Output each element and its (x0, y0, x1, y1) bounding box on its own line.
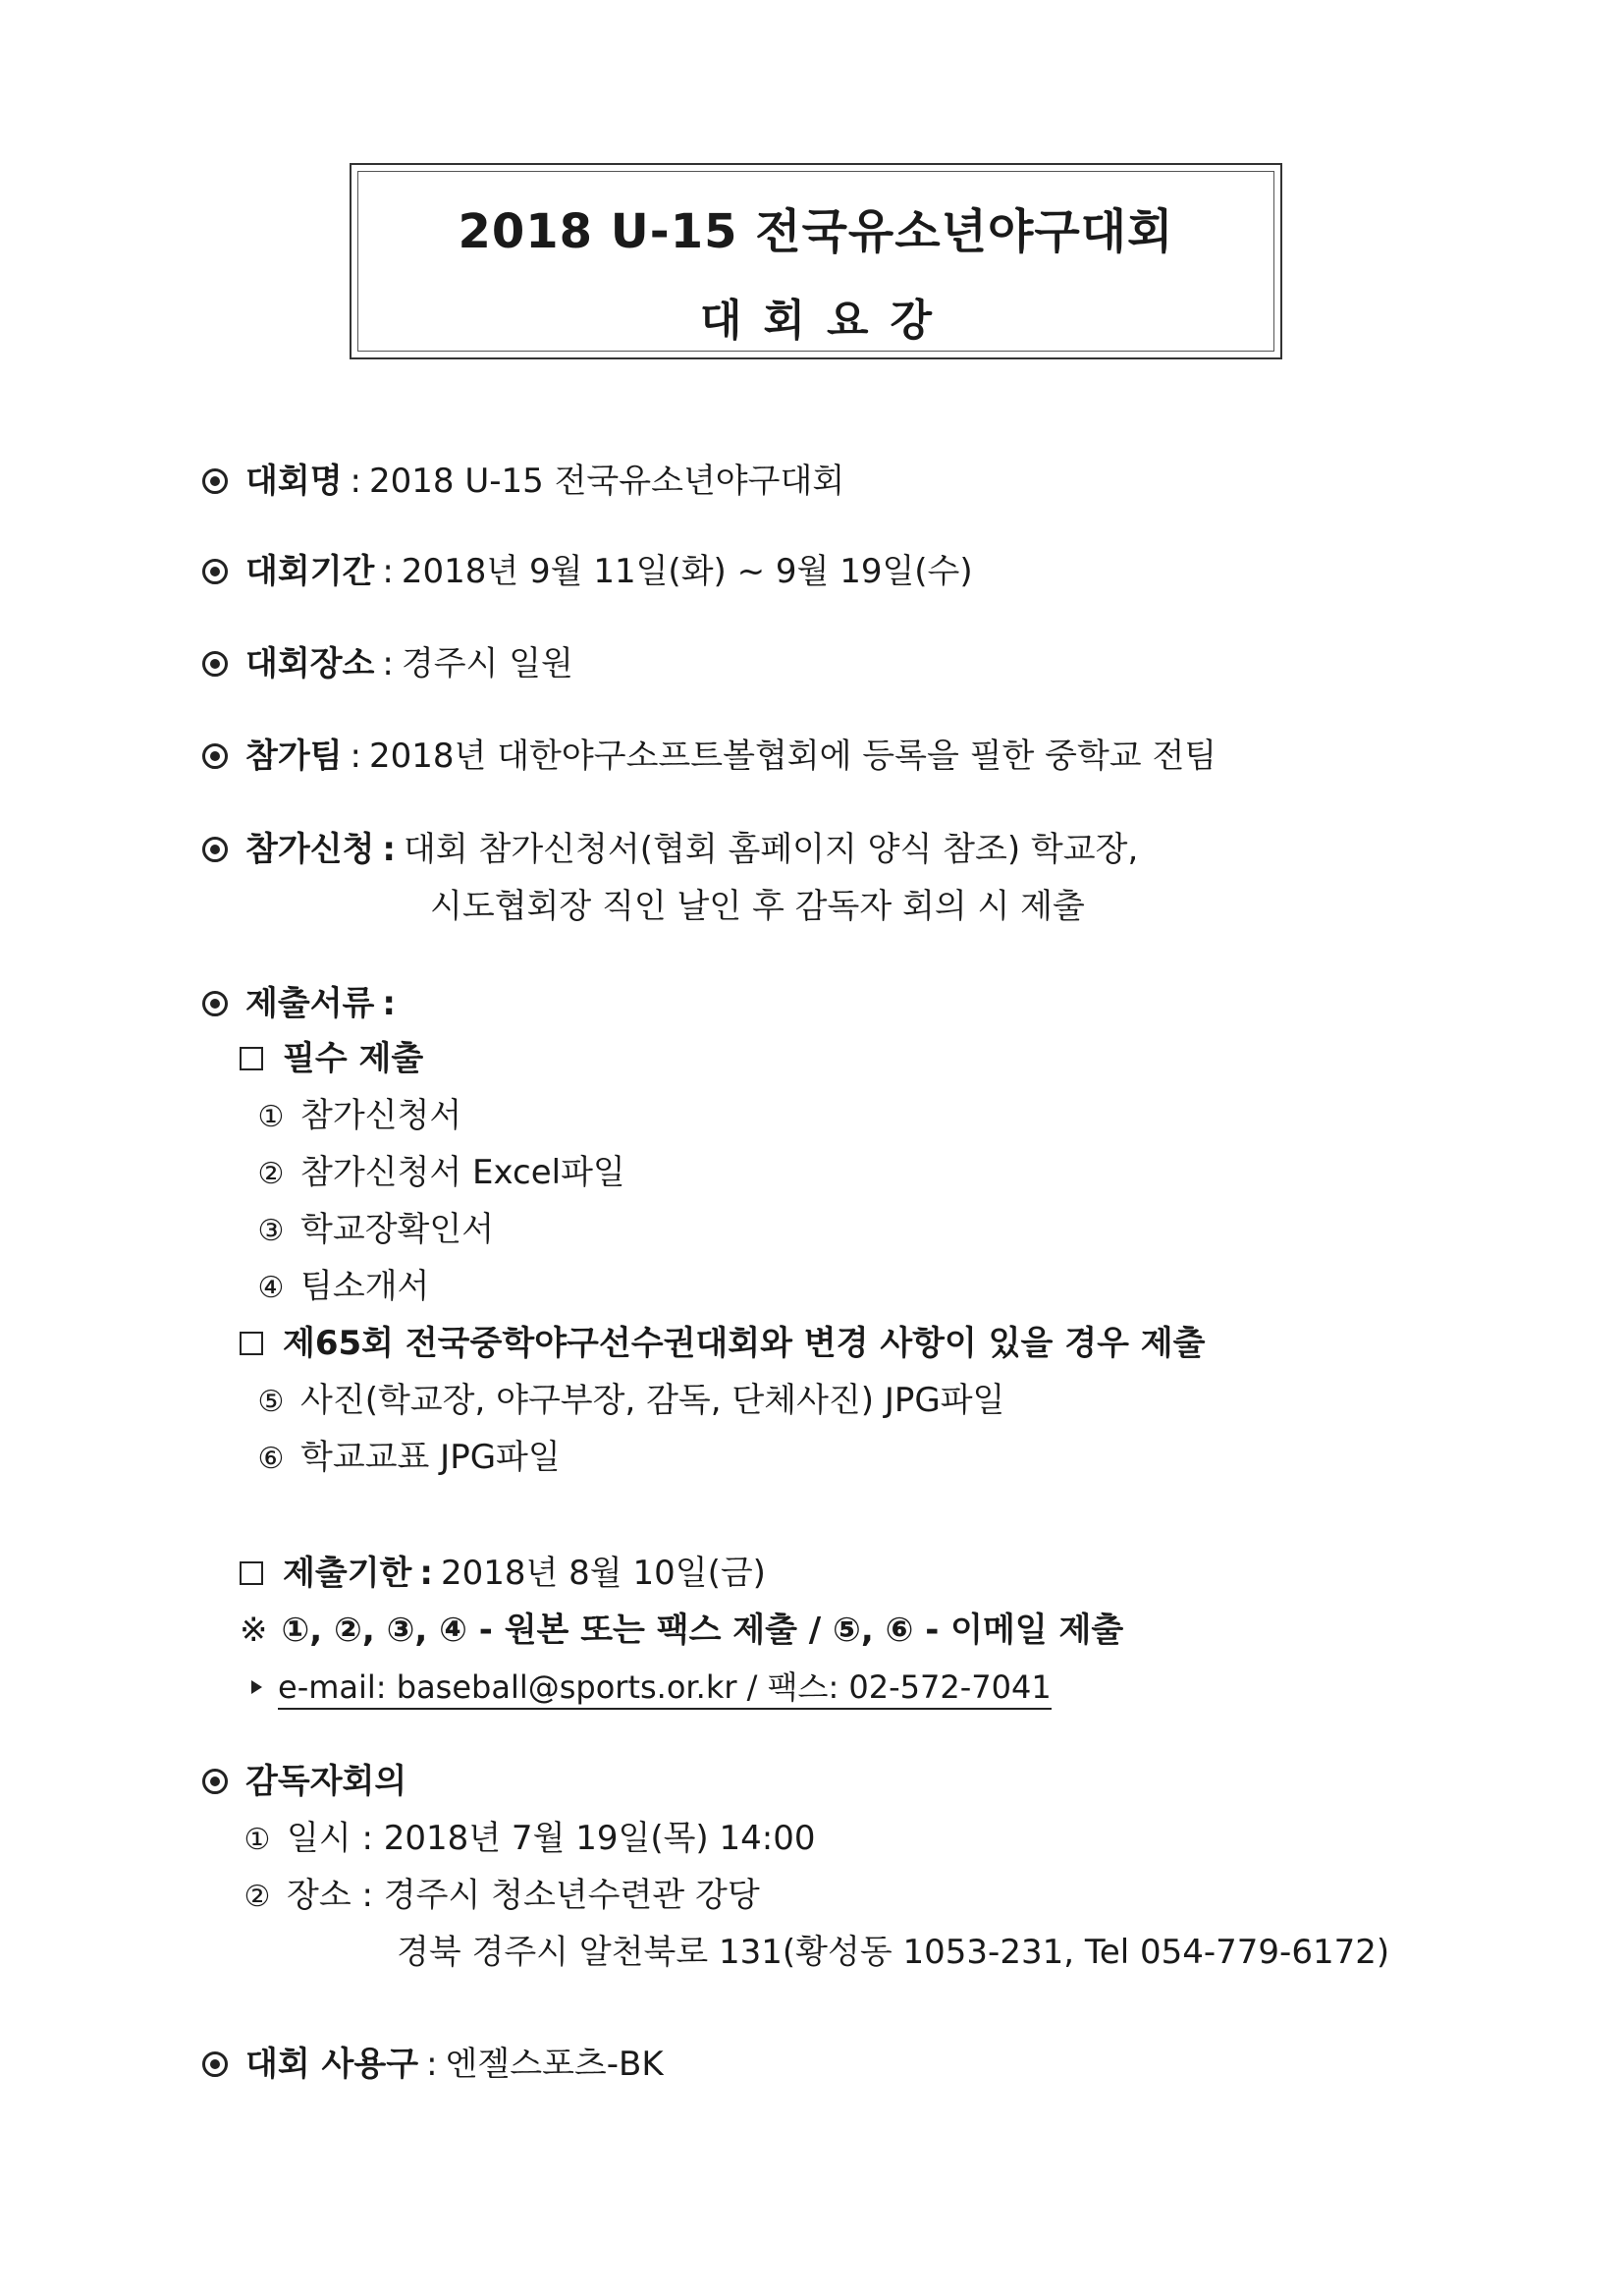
required-item (253, 1267, 429, 1307)
item-documents-label: 제출서류 (245, 984, 375, 1023)
required-item (253, 1096, 461, 1136)
bullet-icon (202, 837, 228, 862)
required-item-text: 학교장확인서 (300, 1210, 495, 1249)
required-heading (240, 1039, 423, 1079)
changes-item (253, 1438, 561, 1478)
bullet-icon (202, 651, 228, 677)
item-teams (202, 737, 1217, 777)
item-equipment (202, 2045, 664, 2085)
item-application-cont (430, 887, 1085, 927)
bullet-icon (202, 743, 228, 769)
meeting-place-text: 장소 : 경주시 청소년수련관 강당 (287, 1876, 760, 1915)
item-teams-sep: : (350, 737, 362, 776)
item-venue-label: 대회장소 (245, 644, 375, 683)
item-period (202, 552, 973, 592)
item-period-sep: : (382, 552, 394, 591)
meeting-date (240, 1819, 816, 1859)
meeting-date-text: 일시 : 2018년 7월 19일(목) 14:00 (287, 1819, 816, 1858)
item-teams-label: 참가팀 (245, 737, 343, 776)
required-item (253, 1153, 625, 1193)
checkbox-icon (240, 1561, 263, 1585)
item-documents-sep: : (382, 984, 396, 1023)
item-name-label: 대회명 (245, 462, 343, 501)
document-subtitle: 대회요강 (699, 296, 953, 346)
item-venue-value: 경주시 일원 (401, 644, 573, 683)
meeting-address (397, 1933, 1389, 1973)
item-venue-sep: : (382, 644, 394, 683)
bullet-icon (202, 991, 228, 1016)
title-box-inner (357, 171, 1274, 352)
bullet-icon (202, 2051, 228, 2077)
item-application-value-line2: 시도협회장 직인 날인 후 감독자 회의 시 제출 (430, 887, 1085, 926)
required-heading-text: 필수 제출 (283, 1039, 424, 1078)
changes-heading (240, 1324, 1205, 1364)
required-item-number: ① (257, 1100, 285, 1134)
deadline-value: 2018년 8월 10일(금) (441, 1554, 766, 1593)
changes-item-number: ⑤ (257, 1385, 285, 1419)
item-meeting (202, 1762, 406, 1802)
submission-note (240, 1611, 1123, 1651)
changes-item-text: 학교교표 JPG파일 (300, 1438, 561, 1477)
title-box (350, 163, 1282, 359)
arrow-right-icon (251, 1680, 262, 1694)
item-equipment-value: 엔젤스포츠-BK (445, 2045, 664, 2084)
changes-item (253, 1381, 1004, 1421)
bullet-icon (202, 468, 228, 494)
required-item-text: 참가신청서 Excel파일 (300, 1153, 625, 1192)
bullet-icon (202, 1769, 228, 1794)
bullet-icon (202, 559, 228, 584)
item-equipment-label: 대회 사용구 (245, 2045, 419, 2084)
item-venue (202, 644, 573, 684)
required-item-text: 팀소개서 (300, 1267, 430, 1306)
required-item (253, 1210, 494, 1250)
meeting-place-number: ② (243, 1880, 271, 1914)
meeting-place (240, 1876, 760, 1916)
changes-item-text: 사진(학교장, 야구부장, 감독, 단체사진) JPG파일 (300, 1381, 1005, 1420)
required-item-number: ④ (257, 1271, 285, 1305)
changes-item-number: ⑥ (257, 1442, 285, 1476)
checkbox-icon (240, 1047, 263, 1070)
item-period-label: 대회기간 (245, 552, 375, 591)
item-application-label: 참가신청 (245, 830, 375, 869)
checkbox-icon (240, 1332, 263, 1355)
contact-line (251, 1667, 1052, 1708)
note-mark: ※ (240, 1611, 268, 1650)
submission-note-text: ①, ②, ③, ④ - 원본 또는 팩스 제출 / ⑤, ⑥ - 이메일 제출 (281, 1611, 1124, 1650)
item-name (202, 462, 844, 502)
changes-heading-text: 제65회 전국중학야구선수권대회와 변경 사항이 있을 경우 제출 (283, 1324, 1206, 1363)
document-title: 2018 U-15 전국유소년야구대회 (458, 204, 1174, 259)
item-documents (202, 984, 404, 1024)
deadline-label: 제출기한 (283, 1554, 412, 1593)
required-item-text: 참가신청서 (300, 1096, 462, 1135)
item-teams-value: 2018년 대한야구소프트볼협회에 등록을 필한 중학교 전팀 (369, 737, 1217, 776)
meeting-date-number: ① (243, 1823, 271, 1857)
required-item-number: ② (257, 1157, 285, 1191)
deadline-sep: : (419, 1554, 433, 1593)
contact-text: e-mail: baseball@sports.or.kr / 팩스: 02-572-7041 (278, 1668, 1052, 1710)
item-application (202, 830, 1138, 870)
item-name-value: 2018 U-15 전국유소년야구대회 (369, 462, 845, 501)
deadline (240, 1554, 766, 1594)
meeting-address-text: 경북 경주시 알천북로 131(황성동 1053-231, Tel 054-779-6172) (397, 1933, 1390, 1972)
item-application-value-line1: 대회 참가신청서(협회 홈페이지 양식 참조) 학교장, (404, 830, 1139, 869)
item-application-sep: : (382, 830, 396, 869)
item-name-sep: : (350, 462, 362, 501)
item-equipment-sep: : (426, 2045, 438, 2084)
required-item-number: ③ (257, 1214, 285, 1248)
item-period-value: 2018년 9월 11일(화) ~ 9월 19일(수) (401, 552, 973, 591)
item-meeting-label: 감독자회의 (245, 1762, 407, 1801)
